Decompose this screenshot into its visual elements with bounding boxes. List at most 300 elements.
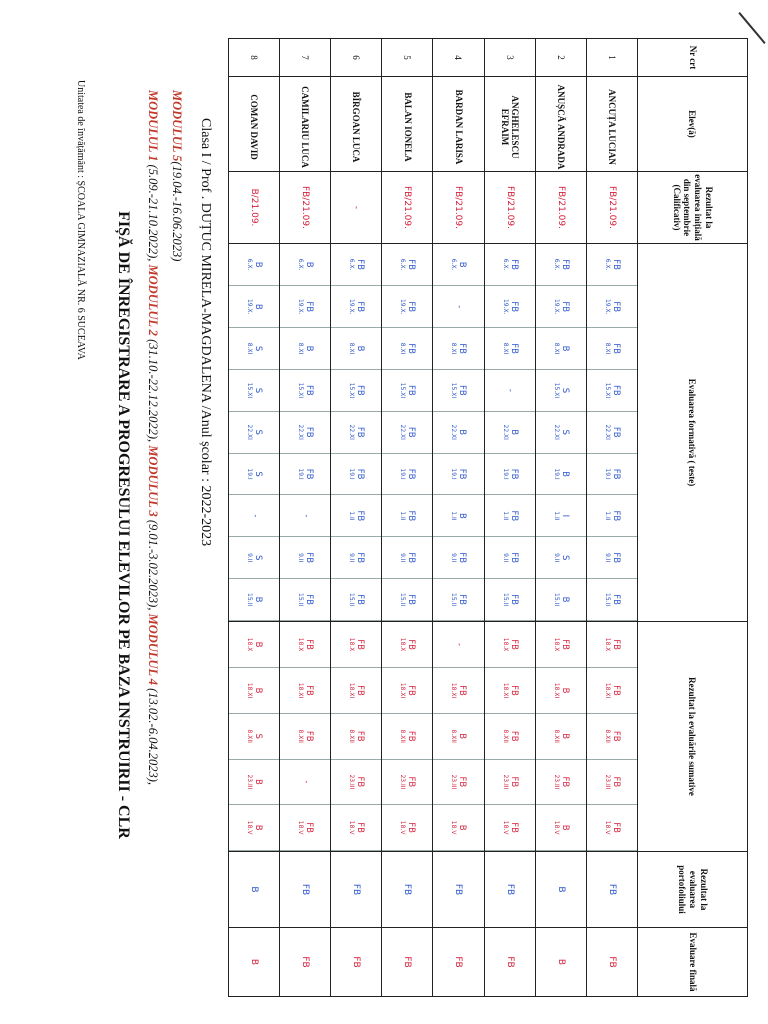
grade-mark: B [457,261,468,268]
grade-mark: FB [457,552,468,564]
student-row [382,39,433,997]
grade-cell [536,369,586,411]
grade-date: 23.III [552,774,560,790]
grade-date: 19.X. [297,298,305,315]
grade-cell [280,622,330,668]
grade-mark: FB [304,685,315,696]
grade-cell [485,328,535,370]
grade-mark: - [300,514,311,518]
summative-grades [485,622,535,851]
formative-cell [535,244,586,622]
initial-result: FB/21.09. [484,172,535,244]
grade-mark: FB [559,639,570,650]
grade-cell [485,805,535,851]
grade-mark: FB [355,510,366,522]
final-result: B [535,928,586,997]
grade-date: 15.II [552,593,560,607]
grade-mark: FB [508,730,519,742]
grade-mark: B [457,733,468,740]
grade-cell [331,453,381,495]
grade-cell [229,668,279,714]
grade-date: 19.X. [501,298,509,315]
grade-cell [485,369,535,411]
grade-mark: B [253,303,264,310]
grade-cell [331,286,381,328]
grade-mark: FB [559,776,570,788]
grade-mark: S [253,387,264,394]
grade-date: 8.XII [348,729,356,743]
grade-mark: I [559,514,570,518]
grade-mark: FB [508,301,519,313]
grade-date: 9.II [399,553,407,563]
student-row [229,39,280,997]
grade-date: 15.XI [348,382,356,399]
grade-cell [587,579,637,621]
grade-mark: B [253,596,264,603]
grade-mark: S [253,733,264,739]
formative-grades [433,244,483,621]
grade-date: 19.I [246,468,254,480]
grade-mark: FB [406,343,417,354]
grade-cell [382,411,432,453]
grade-mark: FB [610,776,621,788]
grade-date: 18.XI [246,682,254,699]
grade-date: 9.II [297,553,305,563]
grade-date: 8.XII [246,729,254,743]
grade-mark: FB [304,468,315,480]
grade-date: 1.II [552,511,560,521]
grade-cell [280,495,330,537]
grade-cell [331,713,381,759]
grade-cell [331,328,381,370]
grade-date: 18.V [399,820,407,835]
grade-mark: FB [610,426,621,438]
grade-cell [587,453,637,495]
grade-mark: FB [610,730,621,742]
grade-cell [485,411,535,453]
grade-cell [536,495,586,537]
grade-date: 15.XI [399,382,407,399]
grade-mark: S [559,555,570,561]
col-sumative-header: Rezultat la evaluările sumative [637,622,747,852]
grade-date: 8.XII [501,729,509,743]
col-portofoliu-header: Rezultat la evaluarea portofoliului [637,852,747,928]
grade-cell [382,713,432,759]
summative-cell [586,622,637,852]
grade-cell [280,537,330,579]
grade-cell [229,622,279,668]
student-nr: 6 [331,39,382,77]
initial-result: FB/21.09. [586,172,637,244]
student-row [586,39,637,997]
grade-mark: FB [508,594,519,605]
formative-grades [382,244,432,621]
grade-mark: B [457,824,468,831]
summative-grades [229,622,279,851]
grade-cell [382,668,432,714]
grade-date: 15.II [450,593,458,607]
grade-mark: FB [406,301,417,313]
grade-date: 6.X. [246,258,254,271]
grade-mark: - [453,305,464,309]
grade-cell [382,759,432,805]
student-name: CAMILARIU LUCA [280,77,331,172]
grade-mark: FB [457,594,468,605]
final-result: FB [280,928,331,997]
grade-cell [587,759,637,805]
grade-cell [382,369,432,411]
grade-date: 22.XI [297,424,305,440]
grade-date: 1.II [501,511,509,521]
grade-mark: FB [610,301,621,313]
grade-date: 19.I [348,468,356,480]
grade-cell [485,579,535,621]
header-row [637,39,747,997]
summative-grades [433,622,483,851]
grade-cell [382,805,432,851]
grade-mark: B [508,429,519,436]
grade-date: 9.II [348,553,356,563]
grade-date: 8.XI [552,342,560,355]
student-nr: 3 [484,39,535,77]
grade-cell [433,579,483,621]
grade-mark: FB [508,639,519,650]
grade-mark: FB [508,776,519,788]
grade-mark: FB [508,510,519,522]
grade-date: 19.I [297,468,305,480]
grade-date: 6.X. [399,258,407,271]
grade-mark: FB [610,594,621,605]
grade-date: 6.X. [552,258,560,271]
grade-cell [433,453,483,495]
grade-cell [587,411,637,453]
summative-grades [536,622,586,851]
grade-cell [229,805,279,851]
grade-mark: FB [457,385,468,396]
grade-mark: FB [355,552,366,564]
grade-date: 19.X. [399,298,407,315]
grade-cell [331,411,381,453]
grade-date: 8.XI [348,342,356,355]
grade-mark: B [559,687,570,694]
grade-mark: FB [508,822,519,833]
grade-cell [382,495,432,537]
grade-cell [229,244,279,286]
summative-cell [331,622,382,852]
grade-cell [536,805,586,851]
grade-cell [433,328,483,370]
col-nr-header: Nr crt [637,39,747,77]
grade-cell [433,622,483,668]
progress-table [228,38,748,997]
grade-date: 1.II [450,511,458,521]
initial-result: - [331,172,382,244]
grade-cell [382,328,432,370]
grade-date: 18.X [246,637,254,652]
grade-date: 18.XI [603,682,611,699]
grade-cell [485,713,535,759]
grade-mark: B [457,429,468,436]
portfolio-result: FB [484,852,535,928]
grade-mark: - [505,388,516,392]
grade-cell [536,759,586,805]
grade-cell [485,495,535,537]
grade-cell [280,244,330,286]
grade-cell [536,286,586,328]
student-row [484,39,535,997]
grade-mark: FB [610,822,621,833]
grade-date: 18.X [399,637,407,652]
grade-date: 22.XI [348,424,356,440]
grade-mark: FB [355,259,366,271]
grade-mark: FB [304,385,315,396]
grade-date: 15.XI [450,382,458,399]
grade-mark: B [559,824,570,831]
formative-cell [433,244,484,622]
grade-mark: S [253,471,264,477]
grade-date: 18.XI [297,682,305,699]
grade-date: 15.II [501,593,509,607]
formative-cell [586,244,637,622]
grade-mark: FB [406,685,417,696]
grade-cell [587,286,637,328]
summative-grades [382,622,432,851]
grade-mark: FB [355,385,366,396]
grade-mark: FB [610,639,621,650]
grade-mark: FB [457,468,468,480]
grade-cell [280,805,330,851]
grade-date: 18.XI [450,682,458,699]
grade-cell [331,495,381,537]
grade-date: 15.II [348,593,356,607]
grade-mark: FB [406,385,417,396]
col-elev-header: Elev(ă) [637,77,747,172]
grade-date: 8.XI [603,342,611,355]
grade-date: 18.X [552,637,560,652]
grade-cell [433,805,483,851]
portfolio-result: FB [586,852,637,928]
formative-grades [280,244,330,621]
grade-cell [229,759,279,805]
grade-date: 6.X. [348,258,356,271]
school-unit: Unitatea de învățământ : ȘCOALA GIMNAZIALĂ NR. 6 SUCEAVA [75,80,86,360]
grade-mark: B [253,687,264,694]
portfolio-result: B [229,852,280,928]
grade-cell [587,622,637,668]
grade-mark: B [559,345,570,352]
student-row [331,39,382,997]
grade-date: 19.I [603,468,611,480]
grade-date: 9.II [246,553,254,563]
grade-date: 8.XII [603,729,611,743]
grade-mark: S [253,345,264,352]
grade-date: 19.I [501,468,509,480]
initial-result: FB/21.09. [382,172,433,244]
grade-date: 8.XI [399,342,407,355]
grade-date: 8.XI [297,342,305,355]
grade-date: 23.III [348,774,356,790]
grade-mark: FB [508,343,519,354]
modules-line-2: MODULUL 5(19.04.-16.06.2023) [170,90,184,262]
grade-date: 15.II [603,593,611,607]
grade-date: 18.X [297,637,305,652]
final-result: FB [433,928,484,997]
grade-mark: FB [508,685,519,696]
grade-date: 22.XI [603,424,611,440]
grade-date: 15.XI [603,382,611,399]
student-name: ANCUȚA LUCIAN [586,77,637,172]
grade-mark: FB [355,776,366,788]
student-row [433,39,484,997]
student-row [535,39,586,997]
modules-line-1: MODULUL 1 (5.09.-21.10.2022), MODULUL 2 (31.10.-22.12.2022), MODULUL 3 (9.01.-3.02.2023), MODULUL 4 (13.02.-6.04.2023), [146,90,160,785]
grade-date: 9.II [603,553,611,563]
grade-mark: B [253,641,264,648]
portfolio-result: FB [382,852,433,928]
grade-mark: FB [406,776,417,788]
document-title: FIȘĂ DE ÎNREGISTRARE A PROGRESULUI ELEVILOR PE BAZA INSTRUIRII - CLR [115,211,132,839]
grade-cell [485,759,535,805]
grade-date: 19.I [552,468,560,480]
grade-date: 15.II [297,593,305,607]
student-name: BALAN IONELA [382,77,433,172]
grade-cell [536,411,586,453]
grade-mark: FB [304,639,315,650]
grade-mark: S [559,429,570,435]
grade-mark: FB [508,468,519,480]
grade-date: 22.XI [399,424,407,440]
grade-cell [433,369,483,411]
grade-mark: B [355,345,366,352]
final-result: FB [586,928,637,997]
grade-cell [280,453,330,495]
grade-date: 18.XI [399,682,407,699]
grade-cell [587,713,637,759]
grade-mark: B [253,778,264,785]
class-info: Clasa I / Prof . DUȚUC MIRELA-MAGDALENA /Anul școlar : 2022-2023 [198,118,213,547]
grade-cell [280,713,330,759]
grade-cell [587,668,637,714]
grade-mark: FB [355,822,366,833]
grade-mark: B [253,261,264,268]
grade-cell [485,537,535,579]
formative-cell [280,244,331,622]
grade-date: 6.X. [297,258,305,271]
formative-cell [382,244,433,622]
student-nr: 5 [382,39,433,77]
grade-mark: B [304,261,315,268]
grade-mark: FB [304,301,315,313]
grade-mark: FB [304,822,315,833]
grade-cell [280,411,330,453]
grade-date: 19.X. [246,298,254,315]
summative-grades [280,622,330,851]
grade-date: 19.X. [348,298,356,315]
grade-cell [433,668,483,714]
grade-cell [587,495,637,537]
grade-mark: FB [610,685,621,696]
grade-mark: FB [610,259,621,271]
grade-cell [331,668,381,714]
grade-date: 19.I [399,468,407,480]
grade-cell [485,668,535,714]
initial-result: FB/21.09. [280,172,331,244]
grade-date: 8.XI [450,342,458,355]
formative-grades [229,244,279,621]
initial-result: FB/21.09. [535,172,586,244]
col-formativa-header: Evaluarea formativă ( teste) [637,244,747,622]
final-result: B [229,928,280,997]
grade-date: 23.III [450,774,458,790]
grade-date: 15.II [399,593,407,607]
grade-mark: FB [355,301,366,313]
portfolio-result: FB [433,852,484,928]
grade-cell [382,286,432,328]
grade-mark: - [453,643,464,647]
grade-date: 8.XI [246,342,254,355]
summative-cell [280,622,331,852]
grade-date: 18.V [348,820,356,835]
grade-mark: FB [304,426,315,438]
initial-result: B/21.09. [229,172,280,244]
grade-cell [229,495,279,537]
grade-mark: FB [406,594,417,605]
grade-date: 18.V [552,820,560,835]
grade-date: 15.XI [552,382,560,399]
student-name: BARDAN LARISA [433,77,484,172]
grade-mark: B [559,596,570,603]
grade-date: 23.III [603,774,611,790]
grade-cell [433,759,483,805]
grade-date: 1.II [399,511,407,521]
student-name: ANUȘCĂ ANDRADA [535,77,586,172]
grade-cell [382,244,432,286]
summative-cell [229,622,280,852]
grade-cell [280,668,330,714]
grade-date: 6.X. [501,258,509,271]
grade-date: 23.III [501,774,509,790]
final-result: FB [331,928,382,997]
grade-cell [229,713,279,759]
grade-cell [382,453,432,495]
grade-mark: B [559,471,570,477]
grade-cell [280,286,330,328]
grade-mark: FB [355,730,366,742]
grade-mark: FB [457,343,468,354]
grade-cell [331,537,381,579]
grade-mark: FB [406,639,417,650]
grade-cell [229,369,279,411]
grade-mark: FB [304,730,315,742]
grade-date: 15.XI [246,382,254,399]
grade-date: 22.XI [501,424,509,440]
grade-date: 8.XII [399,729,407,743]
formative-cell [484,244,535,622]
grade-cell [433,286,483,328]
grade-date: 18.XI [501,682,509,699]
grade-cell [331,805,381,851]
grade-mark: FB [406,552,417,564]
grade-date: 22.XI [450,424,458,440]
initial-result: FB/21.09. [433,172,484,244]
student-nr: 7 [280,39,331,77]
grade-cell [382,537,432,579]
grade-mark: FB [304,552,315,564]
grade-mark: FB [355,594,366,605]
grade-date: 23.III [399,774,407,790]
student-nr: 2 [535,39,586,77]
student-row [280,39,331,997]
